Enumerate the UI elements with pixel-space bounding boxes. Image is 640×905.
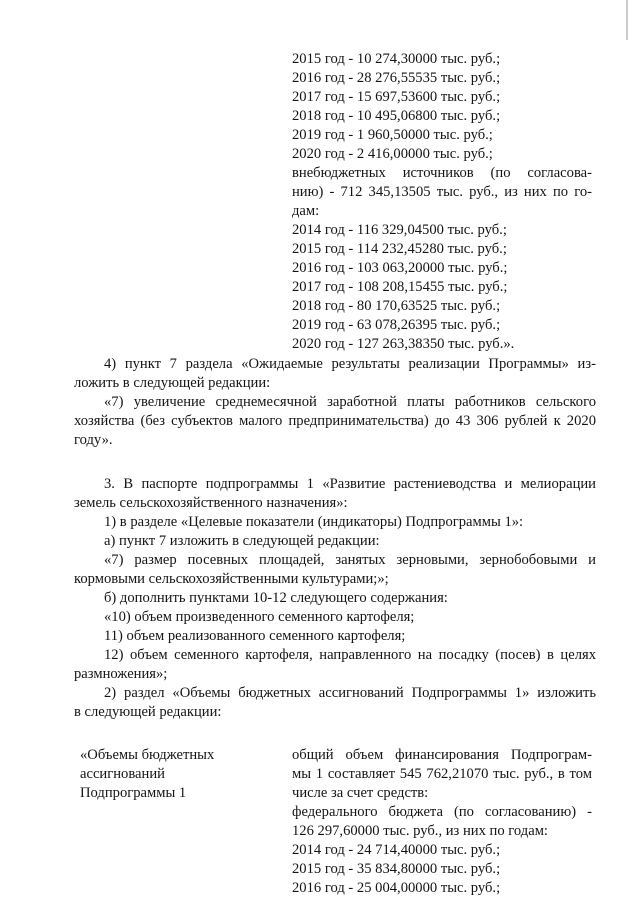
scan-mark-line xyxy=(625,0,629,40)
extra-year-line: 2020 год - 127 263,38350 тыс. руб.». xyxy=(292,336,515,352)
item-4-line: «7) увеличение среднемесячной заработной платы работников сельского xyxy=(104,394,596,410)
section-3-line: «10) объем произведенного семенного картофеля; xyxy=(104,609,415,625)
extra-year-line: 2015 год - 114 232,45280 тыс. руб.; xyxy=(292,241,507,257)
section-3-line: размножения»; xyxy=(74,666,168,682)
table-right-line: 2014 год - 24 714,40000 тыс. руб.; xyxy=(292,842,501,858)
extra-year-line: 2017 год - 108 208,15455 тыс. руб.; xyxy=(292,279,508,295)
table-left-line: «Объемы бюджетных xyxy=(80,747,215,763)
budget-year-line: 2020 год - 2 416,00000 тыс. руб.; xyxy=(292,146,493,162)
item-4-line: хозяйства (без субъектов малого предпринимательства) до 43 306 рублей к 2020 xyxy=(74,413,596,429)
section-3-line: в следующей редакции: xyxy=(74,704,222,720)
section-3-line: а) пункт 7 изложить в следующей редакции: xyxy=(104,533,380,549)
budget-year-line: 2018 год - 10 495,06800 тыс. руб.; xyxy=(292,108,501,124)
item-4-line: 4) пункт 7 раздела «Ожидаемые результаты реализации Программы» из- xyxy=(104,356,596,372)
budget-year-line: 2019 год - 1 960,50000 тыс. руб.; xyxy=(292,127,493,143)
extra-sources-line: дам: xyxy=(292,203,320,219)
table-right-line: 2015 год - 35 834,80000 тыс. руб.; xyxy=(292,861,501,877)
section-3-line: кормовыми сельскохозяйственными культурами;»; xyxy=(74,571,389,587)
budget-year-line: 2016 год - 28 276,55535 тыс. руб.; xyxy=(292,70,501,86)
section-3-line: 12) объем семенного картофеля, направленного на посадку (посев) в целях xyxy=(104,647,596,663)
section-3-line: б) дополнить пунктами 10-12 следующего содержания: xyxy=(104,590,448,606)
extra-year-line: 2018 год - 80 170,63525 тыс. руб.; xyxy=(292,298,501,314)
extra-year-line: 2016 год - 103 063,20000 тыс. руб.; xyxy=(292,260,508,276)
table-left-line: Подпрограммы 1 xyxy=(80,785,187,801)
extra-year-line: 2014 год - 116 329,04500 тыс. руб.; xyxy=(292,222,507,238)
extra-sources-line: нию) - 712 345,13505 тыс. руб., из них по го- xyxy=(292,184,592,200)
section-3-line: 3. В паспорте подпрограммы 1 «Развитие растениеводства и мелиорации xyxy=(104,476,596,492)
table-right-line: числе за счет средств: xyxy=(292,785,429,801)
section-3-line: 2) раздел «Объемы бюджетных ассигнований Подпрограммы 1» изложить xyxy=(104,685,596,701)
extra-sources-line: внебюджетных источников (по согласова- xyxy=(292,165,592,181)
table-right-line: 2016 год - 25 004,00000 тыс. руб.; xyxy=(292,880,501,896)
item-4-line: ложить в следующей редакции: xyxy=(74,375,271,391)
section-3-line: 11) объем реализованного семенного картофеля; xyxy=(104,628,406,644)
budget-year-line: 2015 год - 10 274,30000 тыс. руб.; xyxy=(292,51,501,67)
section-3-line: 1) в разделе «Целевые показатели (индикаторы) Подпрограммы 1»: xyxy=(104,514,524,530)
budget-year-line: 2017 год - 15 697,53600 тыс. руб.; xyxy=(292,89,501,105)
section-3-line: земель сельскохозяйственного назначения»: xyxy=(74,495,348,511)
table-right-line: федерального бюджета (по согласованию) - xyxy=(292,804,592,820)
item-4-line: году». xyxy=(74,432,113,448)
section-3-line: «7) размер посевных площадей, занятых зерновыми, зернобобовыми и xyxy=(104,552,596,568)
table-left-line: ассигнований xyxy=(80,766,165,782)
extra-year-line: 2019 год - 63 078,26395 тыс. руб.; xyxy=(292,317,501,333)
table-right-line: 126 297,60000 тыс. руб., из них по годам: xyxy=(292,823,548,839)
table-right-line: общий объем финансирования Подпрограм- xyxy=(292,747,592,763)
table-right-line: мы 1 составляет 545 762,21070 тыс. руб., в том xyxy=(292,766,592,782)
